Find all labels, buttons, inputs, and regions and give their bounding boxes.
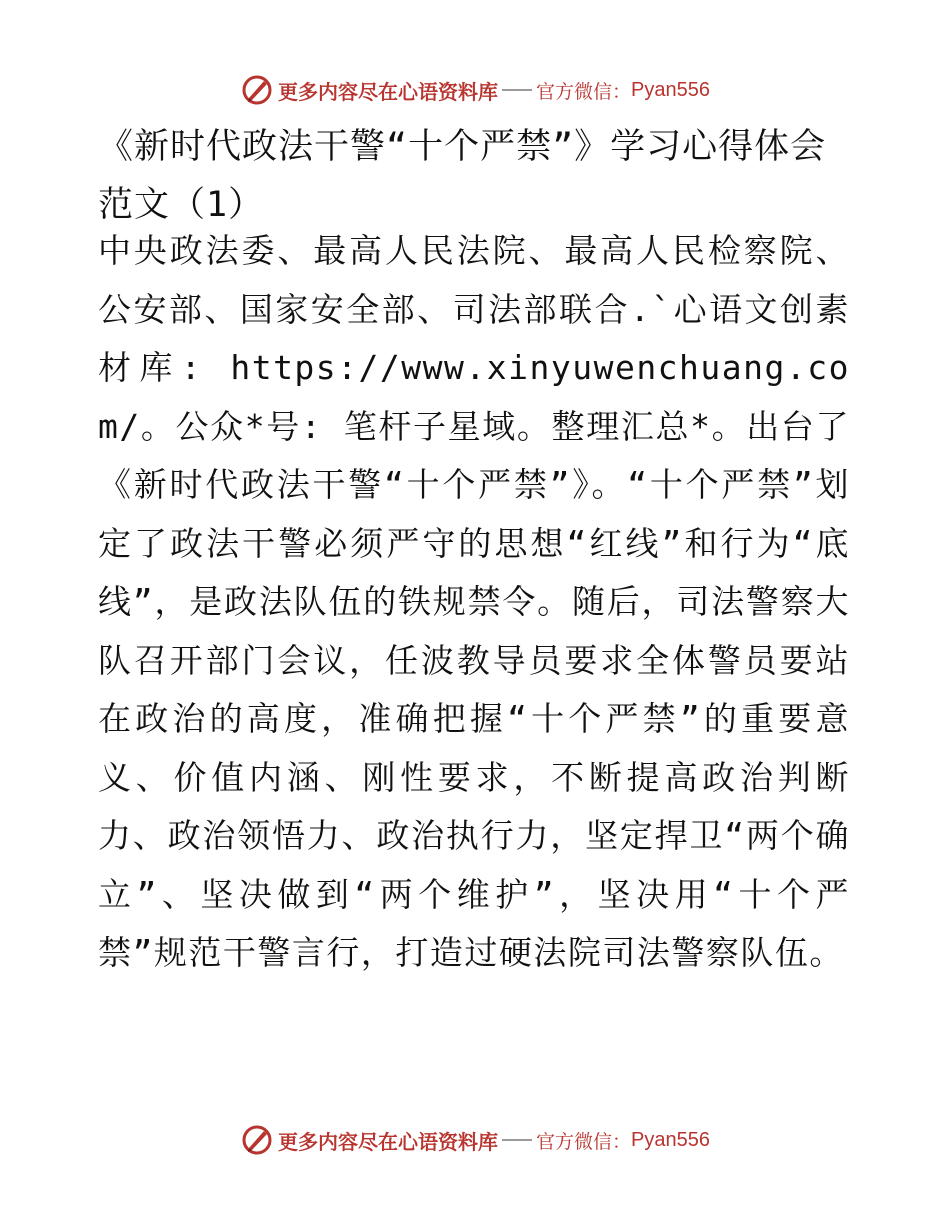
- footer-banner: [0, 1120, 950, 1160]
- quill-circle-icon: [240, 1123, 274, 1157]
- wechat-id: Pyan556: [631, 78, 710, 101]
- banner-separator: [502, 89, 532, 91]
- quill-circle-icon: [240, 73, 274, 107]
- wechat-id: Pyan556: [631, 1128, 710, 1151]
- document-title: 《新时代政法干警“十个严禁”》学习心得体会范文（1）: [98, 127, 827, 225]
- promo-text: 更多内容尽在心语资料库: [278, 79, 498, 104]
- header-banner: [0, 70, 950, 110]
- banner-separator: [502, 1139, 532, 1141]
- promo-text: 更多内容尽在心语资料库: [278, 1129, 498, 1154]
- wechat-label: 官方微信：: [536, 80, 632, 103]
- wechat-label: 官方微信：: [536, 1130, 632, 1153]
- body-paragraph: 中央政法委、最高人民法院、最高人民检察院、公安部、国家安全部、司法部联合.`心语文创素材库: https://www.xinyuwenchuang.com/。公众*号: 笔杆子星域。整理汇总*。出台了《新时代政法干警“十个严禁”》。“十个严禁”划定了政法干警必须严守的思想“红线”和行为“底线”，是政法队伍的铁规禁令。随后，司法警察大队召开部门会议，任波教导员要求全体警员要站在政治的高度，准确把握“十个严禁”的重要意义、价值内涵、刚性要求，不断提高政治判断力、政治领悟力、政治执行力，坚定捍卫“两个确立”、坚决做到“两个维护”，坚决用“十个严禁”规范干警言行，打造过硬法院司法警察队伍。: [98, 231, 850, 972]
